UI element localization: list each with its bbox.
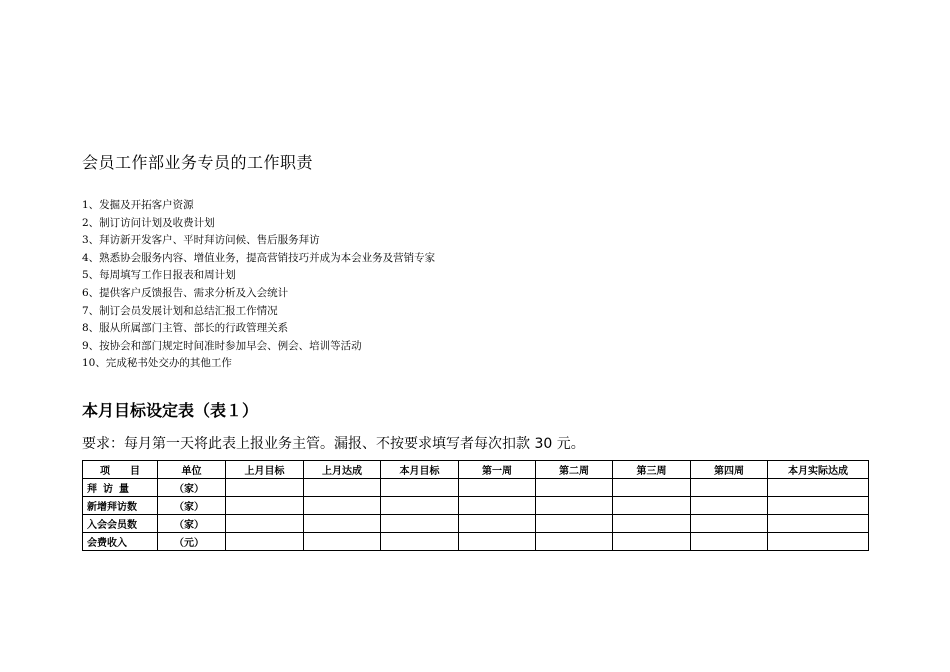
duty-item: 5、每周填写工作日报表和周计划 (82, 269, 236, 282)
header-actual-achieved: 本月实际达成 (768, 461, 869, 479)
monthly-target-table (82, 460, 869, 551)
cell-week-2[interactable] (536, 497, 613, 515)
cell-week-1[interactable] (459, 515, 536, 533)
header-last-month-target: 上月目标 (226, 461, 304, 479)
cell-last-month-achieved[interactable] (304, 533, 381, 551)
duty-item: 10、完成秘书处交办的其他工作 (82, 357, 232, 370)
table-row (83, 533, 869, 551)
cell-week-3[interactable] (613, 479, 691, 497)
cell-this-month-target[interactable] (381, 515, 459, 533)
cell-actual-achieved[interactable] (768, 515, 869, 533)
cell-this-month-target[interactable] (381, 533, 459, 551)
header-week-2: 第二周 (536, 461, 613, 479)
cell-last-month-target[interactable] (226, 497, 304, 515)
cell-week-1[interactable] (459, 533, 536, 551)
row-unit: （家） (158, 479, 226, 497)
cell-last-month-target[interactable] (226, 479, 304, 497)
cell-last-month-target[interactable] (226, 515, 304, 533)
cell-last-month-target[interactable] (226, 533, 304, 551)
header-last-month-achieved: 上月达成 (304, 461, 381, 479)
header-week-1: 第一周 (459, 461, 536, 479)
row-item-label: 新增拜访数 (83, 497, 158, 515)
row-item-label: 入会会员数 (83, 515, 158, 533)
duty-item: 1、发掘及开拓客户资源 (82, 199, 194, 211)
table-row (83, 515, 869, 533)
cell-week-1[interactable] (459, 497, 536, 515)
duty-item: 3、拜访新开发客户、平时拜访问候、售后服务拜访 (82, 234, 320, 247)
table-row (83, 497, 869, 515)
table-row (83, 479, 869, 497)
cell-this-month-target[interactable] (381, 497, 459, 515)
duty-item: 2、制订访问计划及收费计划 (82, 216, 215, 229)
row-item-label: 会费收入 (83, 533, 158, 551)
duty-item: 8、服从所属部门主管、部长的行政管理关系 (82, 322, 289, 335)
duties-list (82, 197, 435, 373)
row-unit: （家） (158, 497, 226, 515)
header-this-month-target: 本月目标 (381, 461, 459, 479)
duty-item: 7、制订会员发展计划和总结汇报工作情况 (82, 304, 278, 317)
cell-week-3[interactable] (613, 497, 691, 515)
cell-week-4[interactable] (691, 533, 768, 551)
cell-last-month-achieved[interactable] (304, 497, 381, 515)
cell-week-4[interactable] (691, 497, 768, 515)
row-unit: （元） (158, 533, 226, 551)
cell-actual-achieved[interactable] (768, 497, 869, 515)
table-header-row (83, 461, 869, 479)
cell-this-month-target[interactable] (381, 479, 459, 497)
cell-week-3[interactable] (613, 533, 691, 551)
cell-week-2[interactable] (536, 479, 613, 497)
cell-week-1[interactable] (459, 479, 536, 497)
header-item: 项 目 (83, 461, 158, 479)
cell-last-month-achieved[interactable] (304, 479, 381, 497)
header-week-3: 第三周 (613, 461, 691, 479)
cell-week-2[interactable] (536, 515, 613, 533)
cell-actual-achieved[interactable] (768, 479, 869, 497)
requirement-note: 要求：每月第一天将此表上报业务主管。漏报、不按要求填写者每次扣款 30 元。 (82, 436, 585, 452)
cell-week-3[interactable] (613, 515, 691, 533)
cell-last-month-achieved[interactable] (304, 515, 381, 533)
duty-item: 6、提供客户反馈报告、需求分析及入会统计 (82, 286, 289, 299)
cell-actual-achieved[interactable] (768, 533, 869, 551)
row-item-label: 拜访量 (83, 479, 158, 497)
cell-week-4[interactable] (691, 479, 768, 497)
page-title: 会员工作部业务专员的工作职责 (82, 153, 314, 172)
duty-item: 9、按协会和部门规定时间准时参加早会、例会、培训等活动 (82, 339, 362, 352)
table-title: 本月目标设定表（表１） (82, 401, 259, 420)
cell-week-2[interactable] (536, 533, 613, 551)
cell-week-4[interactable] (691, 515, 768, 533)
row-unit: （家） (158, 515, 226, 533)
duty-item: 4、熟悉协会服务内容、增值业务，提高营销技巧并成为本会业务及营销专家 (82, 251, 436, 264)
header-week-4: 第四周 (691, 461, 768, 479)
header-unit: 单位 (158, 461, 226, 479)
